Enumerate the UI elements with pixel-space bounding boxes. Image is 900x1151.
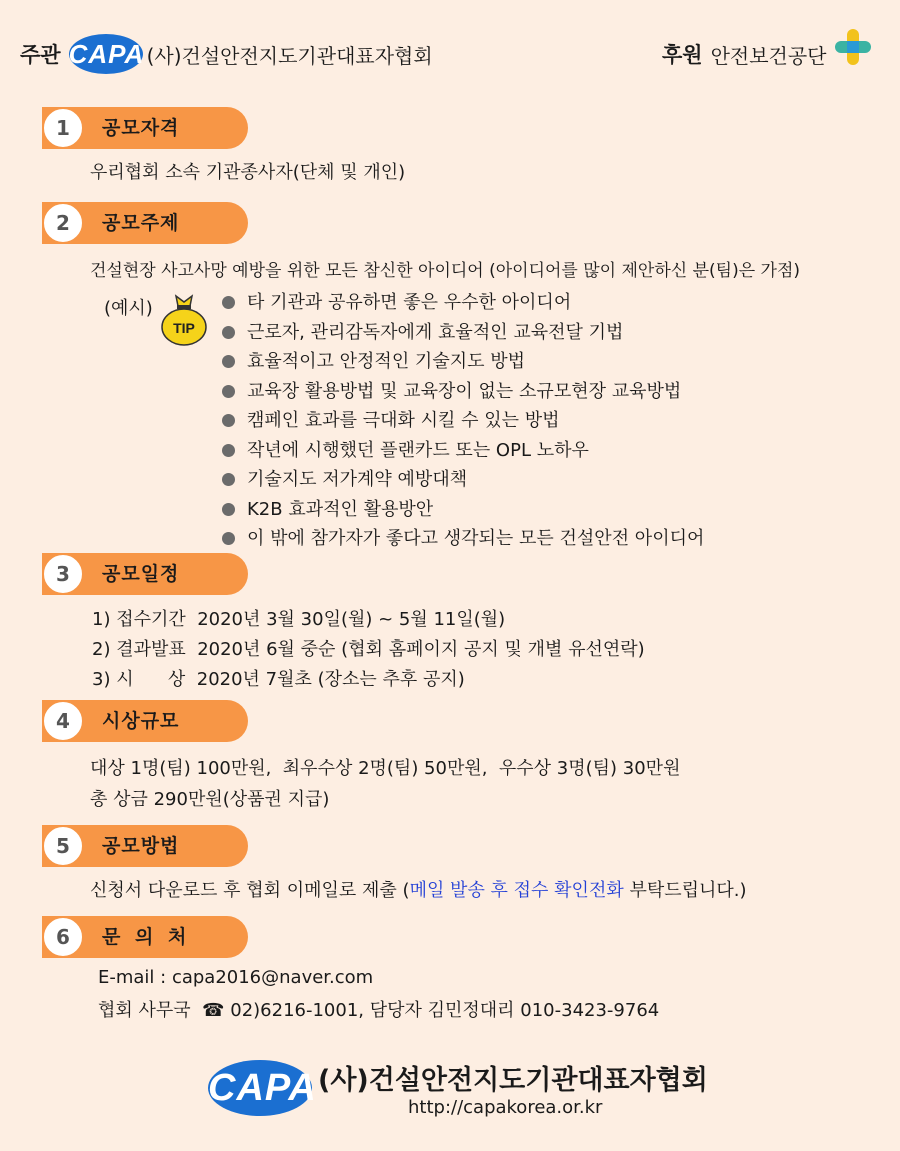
section-3-number: 3 — [42, 553, 84, 595]
section-5-number: 5 — [42, 825, 84, 867]
list-item: 기술지도 저가계약 예방대책 — [222, 465, 704, 495]
list-item: 타 기관과 공유하면 좋은 우수한 아이디어 — [222, 288, 704, 318]
kosha-cross-logo — [833, 27, 873, 67]
section-5-title: 공모방법 — [102, 835, 180, 857]
bullet-icon — [222, 532, 235, 545]
footer-org-name: (사)건설안전지도기관대표자협회 — [318, 1065, 708, 1096]
list-item: 교육장 활용방법 및 교육장이 없는 소규모현장 교육방법 — [222, 377, 704, 407]
bullet-icon — [222, 385, 235, 398]
schedule-line: 3) 시 상 2020년 7월초 (장소는 추후 공지) — [92, 669, 465, 690]
list-item: K2B 효과적인 활용방안 — [222, 495, 704, 525]
sponsor — [662, 34, 873, 74]
sponsor-name: 안전보건공단 — [710, 43, 827, 68]
list-item: 효율적이고 안정적인 기술지도 방법 — [222, 347, 704, 377]
section-3-header — [42, 553, 248, 595]
section-6-title: 문 의 처 — [102, 926, 191, 948]
section-4-header — [42, 700, 248, 742]
bullet-icon — [222, 473, 235, 486]
section-1-number: 1 — [42, 107, 84, 149]
section-1-header — [42, 107, 248, 149]
footer — [208, 1058, 708, 1118]
bullet-icon — [222, 503, 235, 516]
sponsor-label: 후원 — [662, 43, 703, 67]
section-5-header — [42, 825, 248, 867]
section-4-number: 4 — [42, 700, 84, 742]
method-line: 신청서 다운로드 후 협회 이메일로 제출 (메일 발송 후 접수 확인전화 부탁드립니다.) — [90, 880, 747, 901]
schedule-line: 1) 접수기간 2020년 3월 30일(월) ~ 5월 11일(월) — [92, 609, 506, 630]
bullet-icon — [222, 444, 235, 457]
section-2-text: 건설현장 사고사망 예방을 위한 모든 참신한 아이디어 (아이디어를 많이 제안하신 분(팀)은 가점) — [90, 261, 801, 281]
prize-line: 대상 1명(팀) 100만원, 최우수상 2명(팀) 50만원, 우수상 3명(팀) 30만원 — [90, 758, 681, 779]
section-2-number: 2 — [42, 202, 84, 244]
capa-logo: CAPA — [69, 34, 143, 74]
contact-phone: 협회 사무국 ☎ 02)6216-1001, 담당자 김민정대리 010-3423-9764 — [98, 1000, 660, 1021]
highlight-text: 메일 발송 후 접수 확인전화 — [409, 880, 624, 901]
section-2-title: 공모주제 — [102, 212, 180, 234]
example-label: (예시) — [104, 298, 153, 319]
contact-email: E-mail : capa2016@naver.com — [98, 967, 374, 988]
tip-bag-icon — [160, 290, 208, 346]
host-name: (사)건설안전지도기관대표자협회 — [146, 43, 433, 68]
list-item: 근로자, 관리감독자에게 효율적인 교육전달 기법 — [222, 318, 704, 348]
list-item: 이 밖에 참가자가 좋다고 생각되는 모든 건설안전 아이디어 — [222, 524, 704, 554]
schedule-line: 2) 결과발표 2020년 6월 중순 (협회 홈페이지 공지 및 개별 유선연락) — [92, 639, 645, 660]
section-4-title: 시상규모 — [102, 710, 180, 732]
bullet-icon — [222, 296, 235, 309]
bullet-icon — [222, 326, 235, 339]
prize-total: 총 상금 290만원(상품권 지급) — [90, 789, 330, 810]
section-1-title: 공모자격 — [102, 117, 180, 139]
tip-label: TIP — [173, 320, 195, 336]
footer-url[interactable]: http://capakorea.or.kr — [408, 1097, 603, 1118]
bullet-icon — [222, 414, 235, 427]
list-item: 작년에 시행했던 플랜카드 또는 OPL 노하우 — [222, 436, 704, 466]
example-list — [222, 288, 704, 554]
section-3-title: 공모일정 — [102, 563, 180, 585]
section-1-text: 우리협회 소속 기관종사자(단체 및 개인) — [90, 162, 406, 183]
footer-text-block — [318, 1058, 708, 1118]
section-6-number: 6 — [42, 916, 84, 958]
list-item: 캠페인 효과를 극대화 시킬 수 있는 방법 — [222, 406, 704, 436]
capa-logo-large: CAPA — [208, 1060, 312, 1116]
section-2-header — [42, 202, 248, 244]
host-label: 주관 — [20, 43, 61, 67]
bullet-icon — [222, 355, 235, 368]
section-6-header — [42, 916, 248, 958]
header — [20, 34, 433, 74]
